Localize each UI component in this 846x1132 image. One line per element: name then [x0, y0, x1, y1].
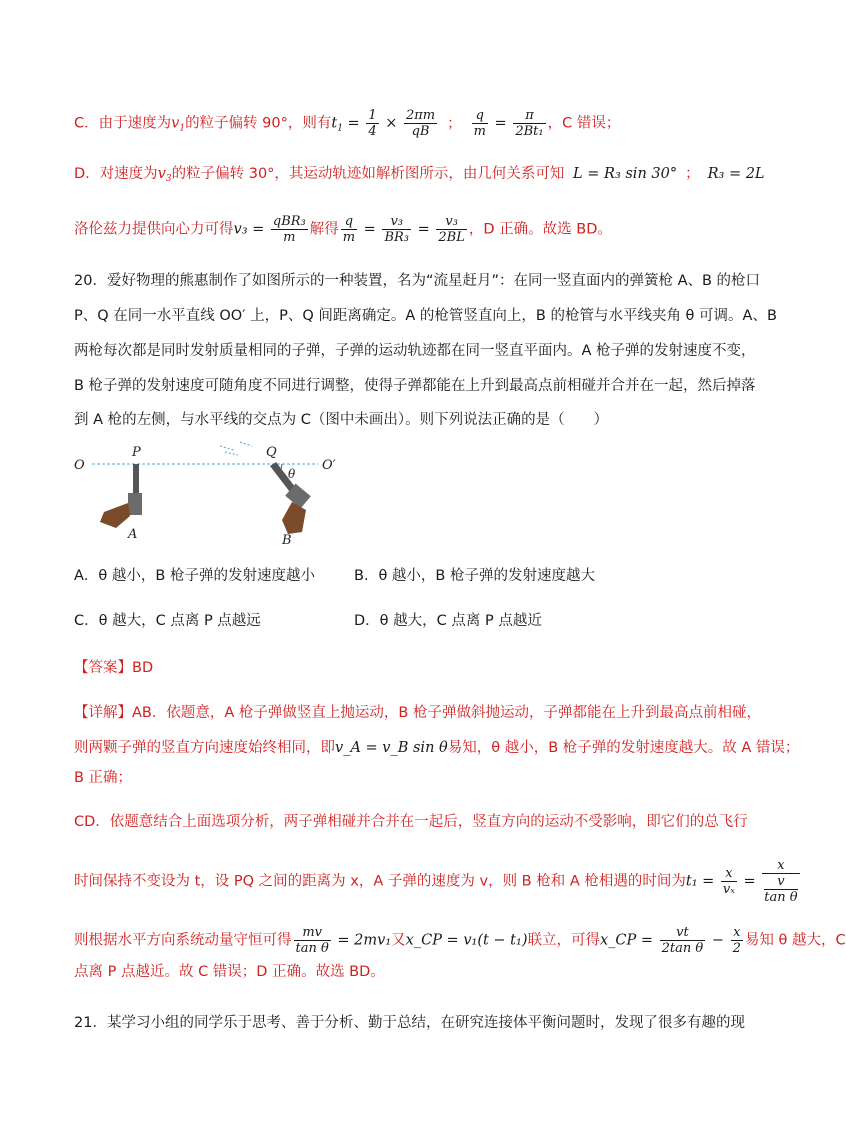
sep: ；	[447, 115, 462, 132]
d-text1: 的粒子偏转 30°，其运动轨迹如解析图所示，由几何关系可知	[171, 166, 565, 182]
label-q: Q	[266, 445, 277, 460]
frac-mv-tan	[294, 925, 331, 956]
sep: ；	[685, 166, 700, 182]
label-o-prime: O′	[322, 458, 336, 473]
times-sign: ×	[380, 115, 402, 132]
frac-den-nested	[762, 873, 799, 905]
frac-1-4	[366, 108, 378, 139]
t1-eq: t₁ =	[685, 873, 719, 890]
eq-xcp-2: x_CP =	[599, 932, 658, 949]
frac-den: 2Bt₁	[515, 124, 544, 139]
eq-sign: =	[342, 115, 365, 132]
answer-label: 【答案】BD	[74, 660, 154, 676]
detail-6b: 又	[391, 932, 406, 949]
frac-num: 2πm	[405, 108, 436, 123]
minus-sign: −	[707, 932, 729, 949]
detail-6c: 联立，可得	[527, 932, 600, 949]
eq-sign: =	[738, 873, 761, 890]
frac-num: x	[777, 858, 785, 873]
c-prefix: C．由于速度为	[74, 115, 172, 132]
frac-den: 2	[732, 941, 741, 956]
frac-x-2	[731, 925, 743, 956]
v3-sub: 3	[165, 174, 172, 184]
frac-den: m	[342, 230, 356, 245]
detail-line-5	[74, 858, 802, 905]
frac-vt-2tan	[660, 925, 706, 956]
q20-line: 到 A 枪的左侧，与水平线的交点为 C（图中未画出）。则下列说法正确的是（ ）	[74, 412, 609, 428]
frac-x-v-tan	[762, 858, 799, 905]
frac-den: vₓ	[722, 882, 735, 897]
q20-line: 20．爱好物理的熊惠制作了如图所示的一种装置，名为“流星赶月”：在同一竖直面内的弹簧枪 A、B 的枪口	[74, 273, 761, 289]
detail-line-7: 点离 P 点越近。故 C 错误；D 正确。故选 BD。	[74, 964, 385, 980]
frac-den: 4	[368, 124, 377, 139]
t1-symbol: t	[331, 115, 338, 132]
q20-line: P、Q 在同一水平直线 OO′ 上，P、Q 间距离确定。A 的枪管竖直向上，B 的枪管与水平线夹角 θ 可调。A、B	[74, 308, 777, 324]
label-p: P	[132, 445, 141, 460]
frac-num: vt	[676, 925, 689, 940]
eq-l-r3: L = R₃ sin 30°	[573, 166, 678, 182]
detail-line-2	[74, 738, 799, 758]
frac-den: m	[271, 229, 308, 245]
frac-den: tan θ	[295, 941, 329, 956]
frac-q-m	[472, 108, 488, 139]
question-21: 21．某学习小组的同学乐于思考、善于分析、勤于总结，在研究连接体平衡问题时，发现了很多有趣的现	[74, 1015, 745, 1031]
nested-den: tan θ	[764, 890, 798, 905]
option-c[interactable]: C．θ 越大，C 点离 P 点越远	[74, 613, 261, 629]
lorentz-mid: 解得	[309, 221, 339, 238]
frac-q-m	[341, 214, 357, 245]
frac-num: v₃	[445, 214, 458, 229]
frac-v3-2bl	[436, 214, 466, 245]
label-o: O	[74, 458, 85, 473]
frac-2pim-qb	[404, 108, 437, 139]
frac-num: q	[344, 214, 354, 229]
eq-2mv1: = 2mv₁	[332, 932, 392, 949]
detail-line-4: CD．依题意结合上面选项分析，两子弹相碰并合并在一起后，竖直方向的运动不受影响，即它们的总飞行	[74, 814, 748, 830]
lorentz-prefix: 洛伦兹力提供向心力可得	[74, 221, 234, 238]
option-d[interactable]: D．θ 越大，C 点离 P 点越近	[354, 613, 542, 629]
frac-v3-br3	[382, 214, 411, 245]
eq-r3-2l: R₃ = 2L	[707, 166, 765, 182]
detail-6a: 则根据水平方向系统动量守恒可得	[74, 932, 292, 949]
eq-sign: =	[413, 221, 435, 238]
label-theta: θ	[288, 467, 296, 481]
detail-6d: 易知 θ 越大，C	[744, 932, 846, 949]
frac-num: q	[475, 108, 484, 123]
gun-a-icon	[100, 464, 142, 528]
frac-den: 2tan θ	[661, 941, 704, 956]
frac-den: BR₃	[384, 230, 410, 245]
eq-xcp-1: x_CP = v₁(t − t₁)	[405, 932, 528, 949]
lorentz-analysis	[74, 214, 612, 245]
nested-num: v	[777, 874, 785, 889]
option-b[interactable]: B．θ 越小，B 枪子弹的发射速度越大	[354, 568, 595, 584]
frac-num: mv	[302, 925, 322, 940]
frac-num: v₃	[390, 214, 404, 229]
eq-sign: =	[359, 221, 381, 238]
detail-line-6	[74, 925, 846, 956]
lorentz-tail: ，D 正确。故选 BD。	[468, 221, 612, 238]
frac-x-vx	[721, 866, 737, 897]
frac-num: 1	[368, 108, 377, 123]
detail-line-3: B 正确；	[74, 770, 133, 786]
v3-eq: v₃ =	[233, 221, 269, 238]
eq-va-vb: v_A = v_B sin θ	[335, 740, 448, 756]
motion-streaks	[220, 442, 252, 455]
frac-pi-2bt1	[513, 108, 545, 139]
label-a: A	[128, 527, 138, 542]
q20-line: 两枪每次都是同时发射质量相同的子弹，子弹的运动轨迹都在同一竖直平面内。A 枪子弹的发射速度不变，	[74, 343, 756, 359]
frac-num: x	[733, 925, 741, 940]
frac-num: x	[725, 866, 733, 881]
v3-symbol: v	[157, 166, 166, 182]
spring-gun-figure	[70, 438, 370, 548]
detail-5a: 时间保持不变设为 t，设 PQ 之间的距离为 x，A 子弹的速度为 v，则 B 枪和 A 枪相遇的时间为	[74, 873, 686, 890]
frac-den: 2BL	[438, 230, 465, 245]
detail-line-1: 【详解】AB．依题意，A 枪子弹做竖直上抛运动，B 枪子弹做斜抛运动，子弹都能在上升到最高点前相碰，	[74, 705, 761, 721]
option-a[interactable]: A．θ 越小，B 枪子弹的发射速度越小	[74, 568, 315, 584]
eq-sign: =	[489, 115, 512, 132]
detail-2a: 则两颗子弹的竖直方向速度始终相同，即	[74, 740, 335, 756]
v1-symbol: v	[171, 115, 180, 132]
frac-den: m	[473, 124, 486, 139]
q20-line: B 枪子弹的发射速度可随角度不同进行调整，使得子弹都能在上升到最高点前相碰并合并在一起，然后掉落	[74, 378, 756, 394]
c-text1: 的粒子偏转 90°，则有	[185, 115, 332, 132]
t1-sub: 1	[337, 123, 343, 134]
option-d-analysis	[74, 164, 765, 189]
frac-num: qBR₃	[272, 214, 306, 229]
v1-sub: 1	[179, 123, 186, 134]
frac-num: π	[525, 108, 534, 123]
d-prefix: D．对速度为	[74, 166, 158, 182]
frac-den: qB	[404, 123, 437, 139]
detail-2b: 易知，θ 越小，B 枪子弹的发射速度越大。故 A 错误；	[447, 740, 800, 756]
label-b: B	[282, 533, 292, 548]
frac-qbr3-m	[271, 214, 308, 245]
option-c-analysis	[74, 108, 620, 139]
c-tail: ，C 错误；	[547, 115, 621, 132]
